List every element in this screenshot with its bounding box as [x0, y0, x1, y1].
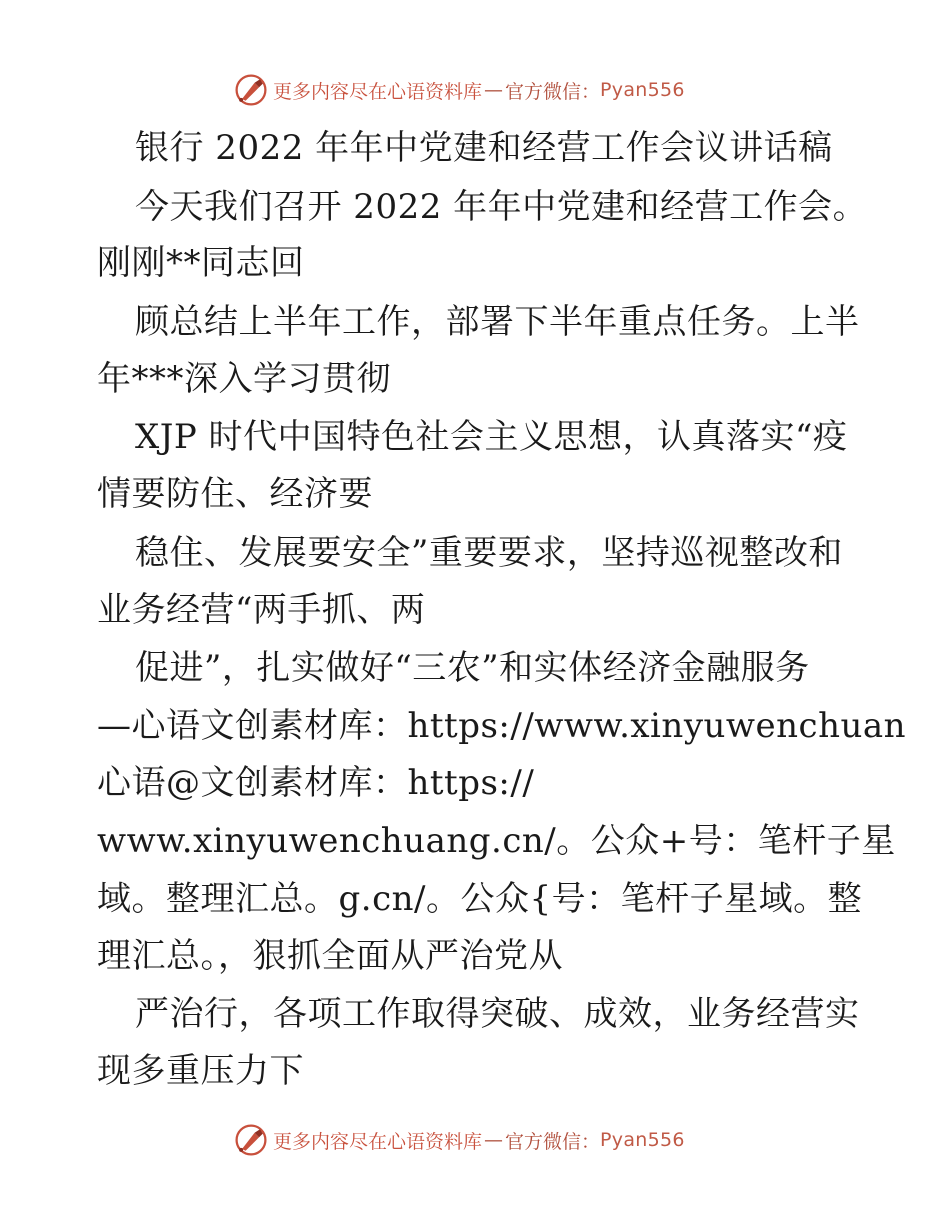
watermark-contact-label: 官方微信： — [505, 1130, 601, 1153]
pen-nib-logo-icon — [233, 1122, 269, 1158]
text-line: —心语文创素材库：https://www.xinyuwenchuan — [97, 706, 907, 746]
text-line: XJP 时代中国特色社会主义思想，认真落实“疫 — [135, 417, 848, 457]
footer-watermark — [233, 1120, 685, 1160]
watermark-contact-label: 官方微信： — [505, 80, 601, 103]
text-line: 今天我们召开 2022 年年中党建和经营工作会。 — [135, 187, 868, 227]
text-line: 业务经营“两手抓、两 — [97, 590, 426, 630]
header-watermark — [233, 70, 685, 110]
watermark-separator: — — [484, 79, 504, 101]
text-line: 刚刚**同志回 — [97, 243, 305, 283]
watermark-contact-id: Pyan556 — [600, 1129, 685, 1151]
text-line: 理汇总。，狠抓全面从严治党从 — [97, 936, 563, 976]
text-line: 情要防住、经济要 — [97, 474, 373, 514]
watermark-contact-id: Pyan556 — [600, 79, 685, 101]
text-line: 稳住、发展要安全”重要要求，坚持巡视整改和 — [135, 533, 843, 573]
text-line: 顾总结上半年工作，部署下半年重点任务。上半 — [135, 302, 860, 342]
text-line: 促进”，扎实做好“三农”和实体经济金融服务 — [135, 648, 810, 688]
text-line: 心语@文创素材库：https:// — [97, 763, 535, 803]
text-line: 严治行，各项工作取得突破、成效，业务经营实 — [135, 994, 860, 1034]
watermark-text: 更多内容尽在心语资料库 — [273, 1130, 483, 1153]
pen-nib-logo-icon — [233, 72, 269, 108]
text-line: 域。整理汇总。g.cn/。公众{号：笔杆子星域。整 — [97, 879, 863, 919]
text-line: 现多重压力下 — [97, 1051, 304, 1091]
text-line: www.xinyuwenchuang.cn/。公众+号：笔杆子星 — [97, 821, 896, 861]
watermark-separator: — — [484, 1129, 504, 1151]
watermark-text: 更多内容尽在心语资料库 — [273, 80, 483, 103]
text-line: 年***深入学习贯彻 — [97, 359, 391, 399]
document-title: 银行 2022 年年中党建和经营工作会议讲话稿 — [135, 128, 833, 168]
